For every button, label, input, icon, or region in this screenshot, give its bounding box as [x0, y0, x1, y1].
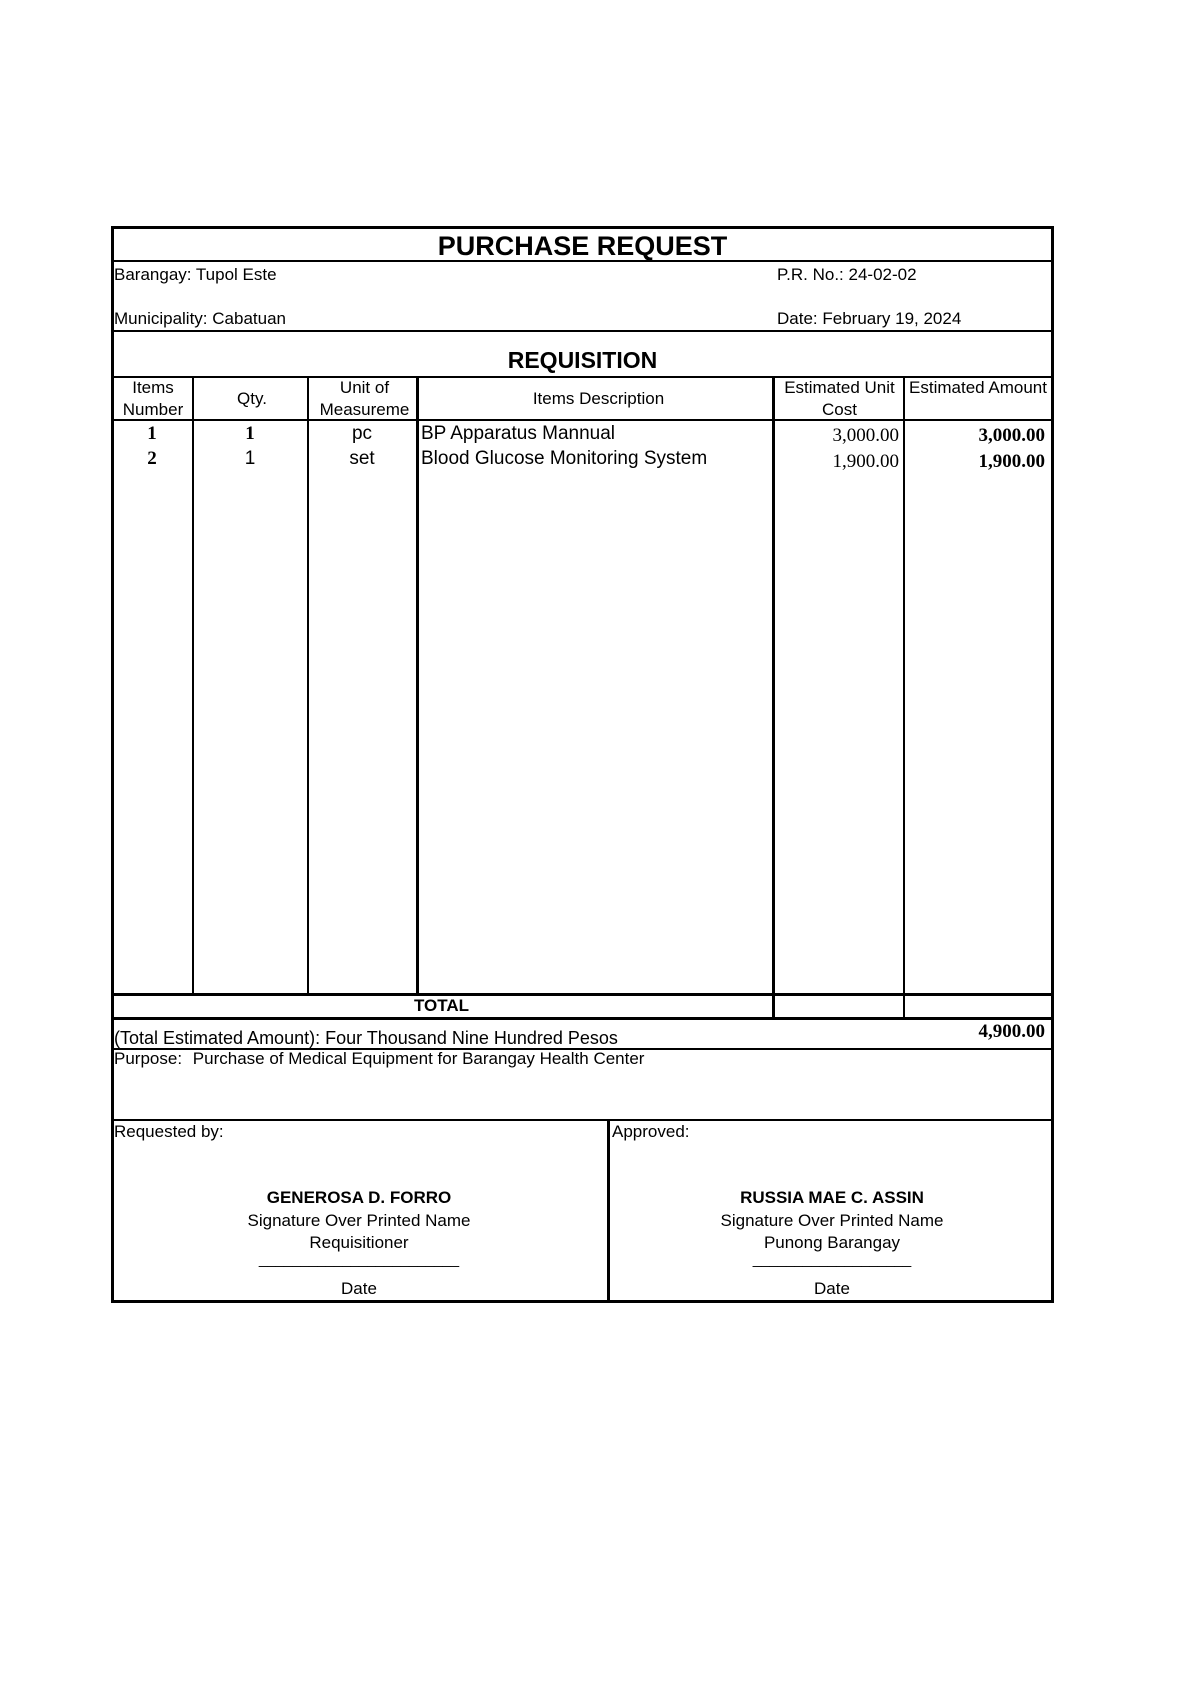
row-2-unit: set	[349, 448, 375, 469]
requested-role: Requisitioner	[309, 1233, 409, 1252]
divider	[111, 1119, 1054, 1121]
approved-name: RUSSIA MAE C. ASSIN	[740, 1188, 924, 1207]
row-1-unit: pc	[351, 423, 373, 444]
requested-date-label: Date	[341, 1279, 377, 1298]
divider	[111, 260, 1054, 262]
row-2-unit-cost: 1,900.00	[832, 451, 899, 472]
municipality-label: Municipality:	[114, 309, 208, 328]
requested-by-label: Requested by:	[114, 1122, 224, 1141]
column-line	[416, 376, 419, 993]
barangay-label: Barangay:	[114, 265, 192, 284]
row-1-amount: 3,000.00	[978, 425, 1045, 446]
row-1-qty: 1	[245, 423, 255, 444]
section-title: REQUISITION	[507, 347, 658, 373]
date-field	[777, 309, 961, 329]
column-line	[772, 376, 775, 1018]
barangay-value: Tupol Este	[195, 265, 277, 284]
pr-number-label: P.R. No.:	[777, 265, 844, 284]
date-label: Date:	[777, 309, 818, 328]
row-2-amount: 1,900.00	[978, 451, 1045, 472]
row-2-description: Blood Glucose Monitoring System	[421, 448, 708, 469]
total-label: TOTAL	[413, 996, 470, 1015]
row-1-unit-cost: 3,000.00	[832, 425, 899, 446]
header-description: Items Description	[532, 389, 665, 408]
approved-label: Approved:	[612, 1122, 690, 1141]
form-title: PURCHASE REQUEST	[437, 231, 728, 261]
purpose-value: Purchase of Medical Equipment for Barangay Health Center	[192, 1049, 645, 1068]
divider	[111, 419, 1054, 421]
header-amount: Estimated Amount	[909, 378, 1047, 397]
row-2-number: 2	[147, 448, 157, 469]
purpose-label: Purpose:	[114, 1049, 183, 1068]
municipality-field	[114, 309, 286, 329]
divider	[111, 330, 1054, 332]
total-in-words: (Total Estimated Amount): Four Thousand Nine Hundred Pesos	[114, 1028, 618, 1048]
requested-caption: Signature Over Printed Name	[247, 1211, 471, 1230]
header-qty: Qty.	[237, 389, 267, 408]
approved-caption: Signature Over Printed Name	[720, 1211, 944, 1230]
purpose-field	[114, 1049, 644, 1069]
row-2-qty: 1	[244, 448, 256, 469]
date-value: February 19, 2024	[822, 309, 962, 328]
header-unit: Unit of Measureme	[319, 378, 410, 419]
approved-role: Punong Barangay	[763, 1233, 901, 1252]
total-amount: 4,900.00	[978, 1021, 1045, 1042]
column-line	[903, 376, 905, 1018]
requested-date-line: ________________________	[258, 1251, 460, 1268]
header-item-number: Items Number	[122, 378, 184, 419]
row-1-description: BP Apparatus Mannual	[421, 423, 616, 444]
approved-date-line: ___________________	[752, 1251, 912, 1268]
pr-number-field	[777, 265, 917, 285]
approved-date-label: Date	[814, 1279, 850, 1298]
municipality-value: Cabatuan	[212, 309, 287, 328]
barangay-field	[114, 265, 277, 285]
requested-name: GENEROSA D. FORRO	[266, 1188, 452, 1207]
divider	[111, 1017, 1054, 1020]
row-1-number: 1	[147, 423, 157, 444]
header-unit-cost: Estimated Unit Cost	[784, 378, 895, 419]
pr-number-value: 24-02-02	[848, 265, 917, 284]
